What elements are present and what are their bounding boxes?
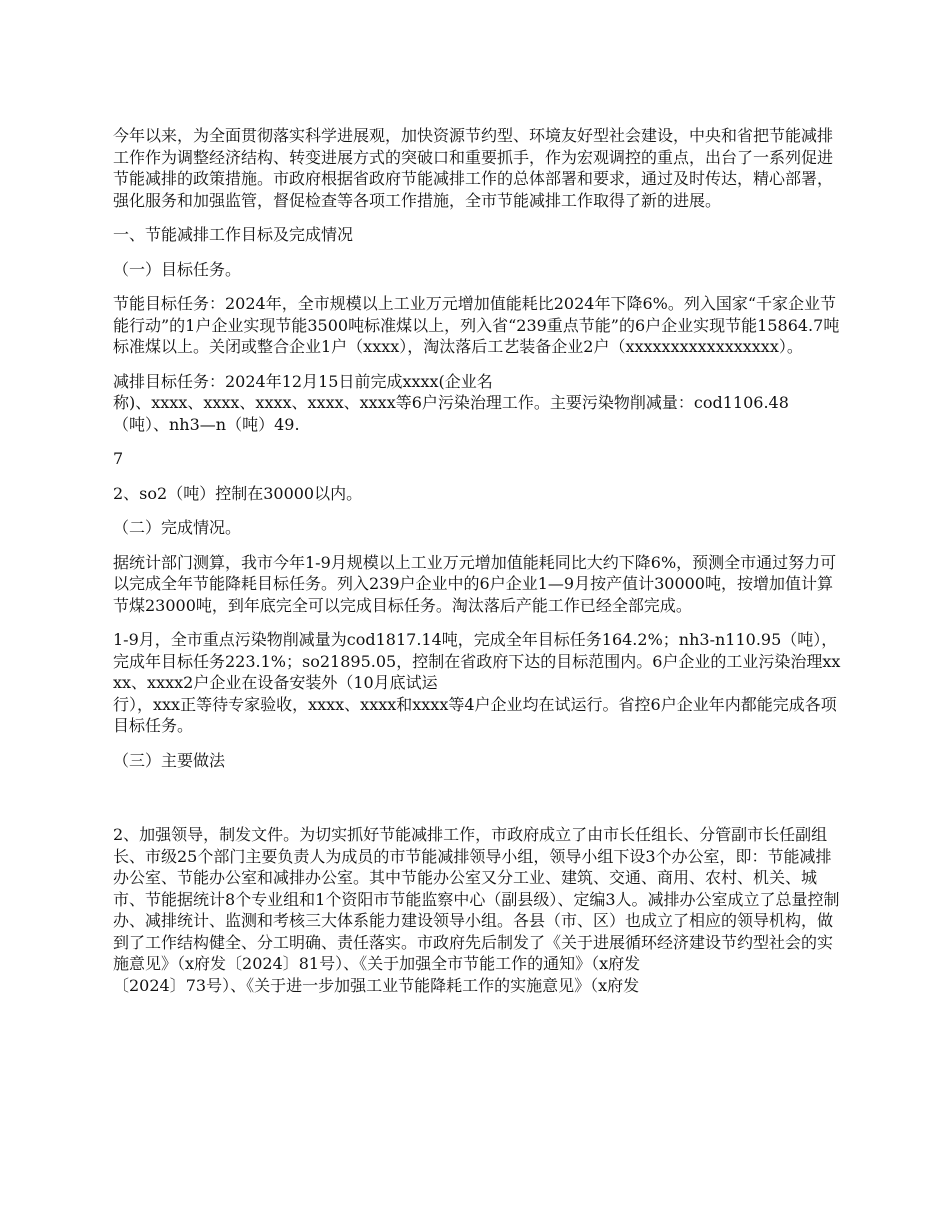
completion-paragraph: 据统计部门测算，我市今年1-9月规模以上工业万元增加值能耗同比大约下降6%，预测全市通过努力可以完成全年节能降耗目标任务。列入239户企业中的6户企业1—9月按产值计30000吨，按增加值计算节煤23000吨，到年底完全可以完成目标任务。淘汰落后产能工作已经全部完成。 (113, 552, 837, 615)
document-body (113, 125, 841, 1009)
subsection-heading: （三）主要做法 (113, 750, 226, 770)
fragment-paragraph: 7 (113, 449, 124, 468)
pollution-reduction-paragraph: 1-9月，全市重点污染物削减量为cod1817.14吨，完成全年目标任务164.2%；nh3-n110.95（吨），完成年目标任务223.1%；so21895.05，控制在省政府下达的目标范围内。6户企业的工业污染治理xxxx、xxxx2户企业在设备安装外（10月底试运 行），xxx正等待专家验收，xxxx、xxxx和xxxx等4户企业均在试运行。省控6户企业年内都能完成各项目标任务。 (113, 630, 841, 735)
emission-target-paragraph: 减排目标任务：2024年12月15日前完成xxxx(企业名 称)、xxxx、xxxx、xxxx、xxxx、xxxx等6户污染治理工作。主要污染物削减量：cod1106.48（吨）、nh3—n（吨）49. (113, 371, 789, 434)
subsection-heading: （一）目标任务。 (113, 259, 242, 279)
intro-paragraph: 今年以来，为全面贯彻落实科学进展观，加快资源节约型、环境友好型社会建设，中央和省把节能减排工作作为调整经济结构、转变进展方式的突破口和重要抓手，作为宏观调控的重点，出台了一系列促进节能减排的政策措施。市政府根据省政府节能减排工作的总体部署和要求，通过及时传达，精心部署，强化服务和加强监管，督促检查等各项工作措施，全市节能减排工作取得了新的进展。 (113, 126, 834, 210)
blank-space (113, 784, 841, 824)
subsection-heading: （二）完成情况。 (113, 518, 242, 537)
section-heading: 一、节能减排工作目标及完成情况 (113, 225, 354, 244)
energy-target-paragraph: 节能目标任务：2024年，全市规模以上工业万元增加值能耗比2024年下降6%。列入国家“千家企业节能行动”的1户企业实现节能3500吨标准煤以上，列入省“239重点节能”的6户企业实现节能15864.7吨标准煤以上。关闭或整合企业1户（xxxx），淘汰落后工艺装备企业2户（xxxxxxxxxxxxxxxxx）。 (113, 294, 840, 356)
so2-paragraph: 2、so2（吨）控制在30000以内。 (113, 483, 363, 503)
leadership-paragraph: 2、加强领导，制发文件。为切实抓好节能减排工作，市政府成立了由市长任组长、分管副市长任副组长、市级25个部门主要负责人为成员的市节能减排领导小组，领导小组下设3个办公室，即：节能减排办公室、节能办公室和减排办公室。其中节能办公室又分工业、建筑、交通、商用、农村、机关、城市、节能据统计8个专业组和1个资阳市节能监察中心（副县级）、定编3人。减排办公室成立了总量控制办、减排统计、监测和考核三大体系能力建设领导小组。各县（市、区）也成立了相应的领导机构，做到了工作结构健全、分工明确、责任落实。市政府先后制发了《关于进展循环经济建设节约型社会的实施意见》（x府发〔2024〕81号）、《关于加强全市节能工作的通知》（x府发 〔2024〕73号）、《关于进一步加强工业节能降耗工作的实施意见》（x府发 (113, 825, 840, 995)
